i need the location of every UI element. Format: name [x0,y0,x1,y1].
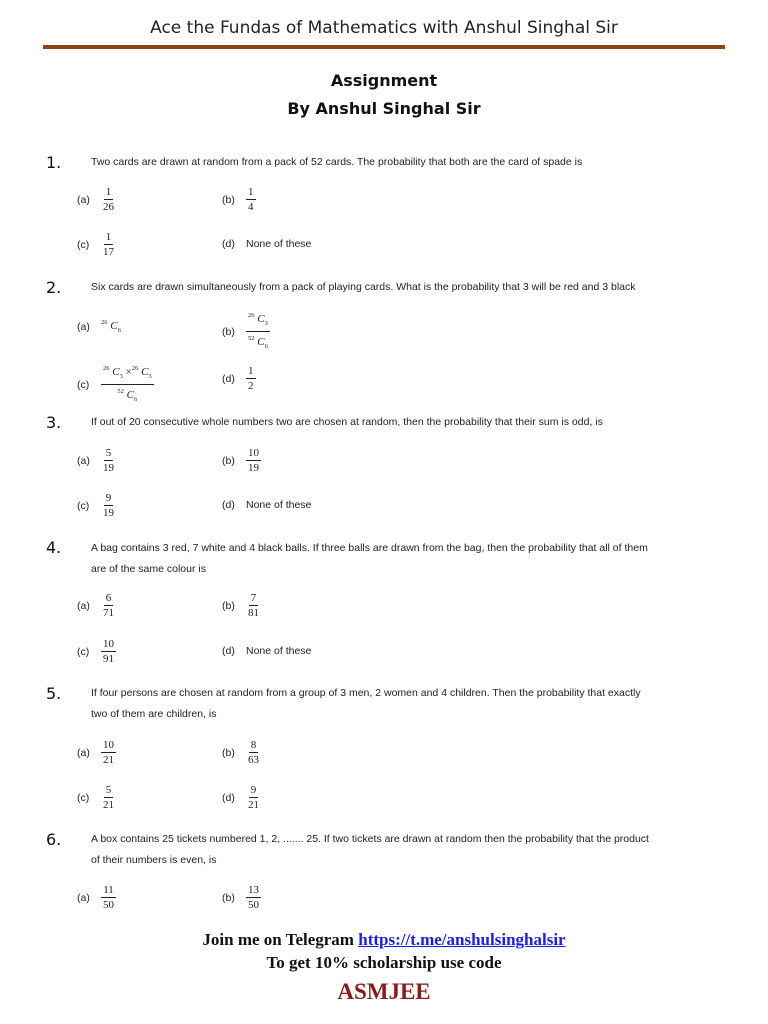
scholarship-code: ASMJEE [337,979,431,1004]
fraction: $\frac{5}{21}$ [103,784,114,811]
q5-option-b: (b) $\frac{8}{63}$ [222,739,259,766]
fraction: $\frac{10}{91}$ [103,638,114,665]
fraction: $\frac{1}{17}$ [103,231,114,258]
q4-option-d: (d) None of these [222,645,312,657]
fraction: $\frac{11}{50}$ [103,884,114,911]
q5-option-a: (a) $\frac{10}{21}$ [77,739,114,766]
page-header: Ace the Fundas of Mathematics with Anshul Singhal Sir [150,18,618,38]
fraction: $\frac{5}{19}$ [103,447,114,474]
q1-option-a: (a) $\frac{1}{26}$ [77,186,114,213]
q3-option-b: (b) $\frac{10}{19}$ [222,447,259,474]
q6-option-a: (a) $\frac{11}{50}$ [77,884,114,911]
q4-option-b: (b) $\frac{7}{81}$ [222,592,259,619]
scholarship-line: To get 10% scholarship use code [266,953,502,972]
question-3-number: 3. [46,413,62,432]
question-1-number: 1. [46,153,62,172]
header-rule [43,45,725,49]
q2-option-d: (d) $\frac{1}{2}$ [222,365,254,392]
fraction: $\frac{1}{2}$ [248,365,254,392]
q4-option-c: (c) $\frac{10}{91}$ [77,638,114,665]
q3-option-a: (a) $\frac{5}{19}$ [77,447,114,474]
fraction: $\frac{9}{19}$ [103,492,114,519]
fraction: $\frac{7}{81}$ [248,592,259,619]
question-4-text: A bag contains 3 red, 7 white and 4 black balls. If three balls are drawn from the bag, then the probability that all of them are of the same colour is [91,542,648,575]
fraction: $\frac{^{26} C_3 \times^{26} C_3}{^{52} C_6}$ [103,365,152,403]
question-1-text: Two cards are drawn at random from a pack of 52 cards. The probability that both are the card of spade is [91,156,583,168]
fraction: $\frac{6}{71}$ [103,592,114,619]
q1-option-b: (b) $\frac{1}{4}$ [222,186,254,213]
fraction: $\frac{1}{4}$ [248,186,254,213]
question-2-text: Six cards are drawn simultaneously from a pack of playing cards. What is the probability that 3 will be red and 3 black [91,281,636,293]
fraction: $\frac{10}{19}$ [248,447,259,474]
assignment-title: Assignment [330,71,438,90]
assignment-author: By Anshul Singhal Sir [287,99,481,118]
q1-option-c: (c) $\frac{1}{17}$ [77,231,114,258]
q5-option-c: (c) $\frac{5}{21}$ [77,784,114,811]
fraction: $\frac{10}{21}$ [103,739,114,766]
telegram-line: Join me on Telegram https://t.me/anshulsinghalsir [202,930,566,949]
q3-option-c: (c) $\frac{9}{19}$ [77,492,114,519]
question-6-text: A box contains 25 tickets numbered 1, 2, ....... 25. If two tickets are drawn at random then the probability that the product of their numbers is even, is [91,833,649,866]
q5-option-d: (d) $\frac{9}{21}$ [222,784,259,811]
q2-option-a: (a) $^{26}$ $C_6$ [77,319,121,334]
q2-option-b: (b) $\frac{^{26} C_3}{^{52} C_6}$ [222,310,270,353]
q6-option-b: (b) $\frac{13}{50}$ [222,884,259,911]
question-2-number: 2. [46,278,62,297]
fraction: $\frac{1}{26}$ [103,186,114,213]
q3-option-d: (d) None of these [222,499,312,511]
fraction: $\frac{^{26} C_3}{^{52} C_6}$ [248,312,268,350]
question-6-number: 6. [46,830,62,849]
fraction: $\frac{13}{50}$ [248,884,259,911]
q2-option-c: (c) $\frac{^{26} C_3 \times^{26} C_3}{^{52} C_6}$ [77,363,154,406]
telegram-link[interactable]: https://t.me/anshulsinghalsir [358,930,566,949]
question-3-text: If out of 20 consecutive whole numbers two are chosen at random, then the probability that their sum is odd, is [91,416,603,428]
question-4-number: 4. [46,538,62,557]
question-5-text: If four persons are chosen at random from a group of 3 men, 2 women and 4 children. Then the probability that exactly two of them are children, is [91,687,641,720]
fraction: $\frac{8}{63}$ [248,739,259,766]
q4-option-a: (a) $\frac{6}{71}$ [77,592,114,619]
fraction: $\frac{9}{21}$ [248,784,259,811]
q1-option-d: (d) None of these [222,238,312,250]
question-5-number: 5. [46,684,62,703]
